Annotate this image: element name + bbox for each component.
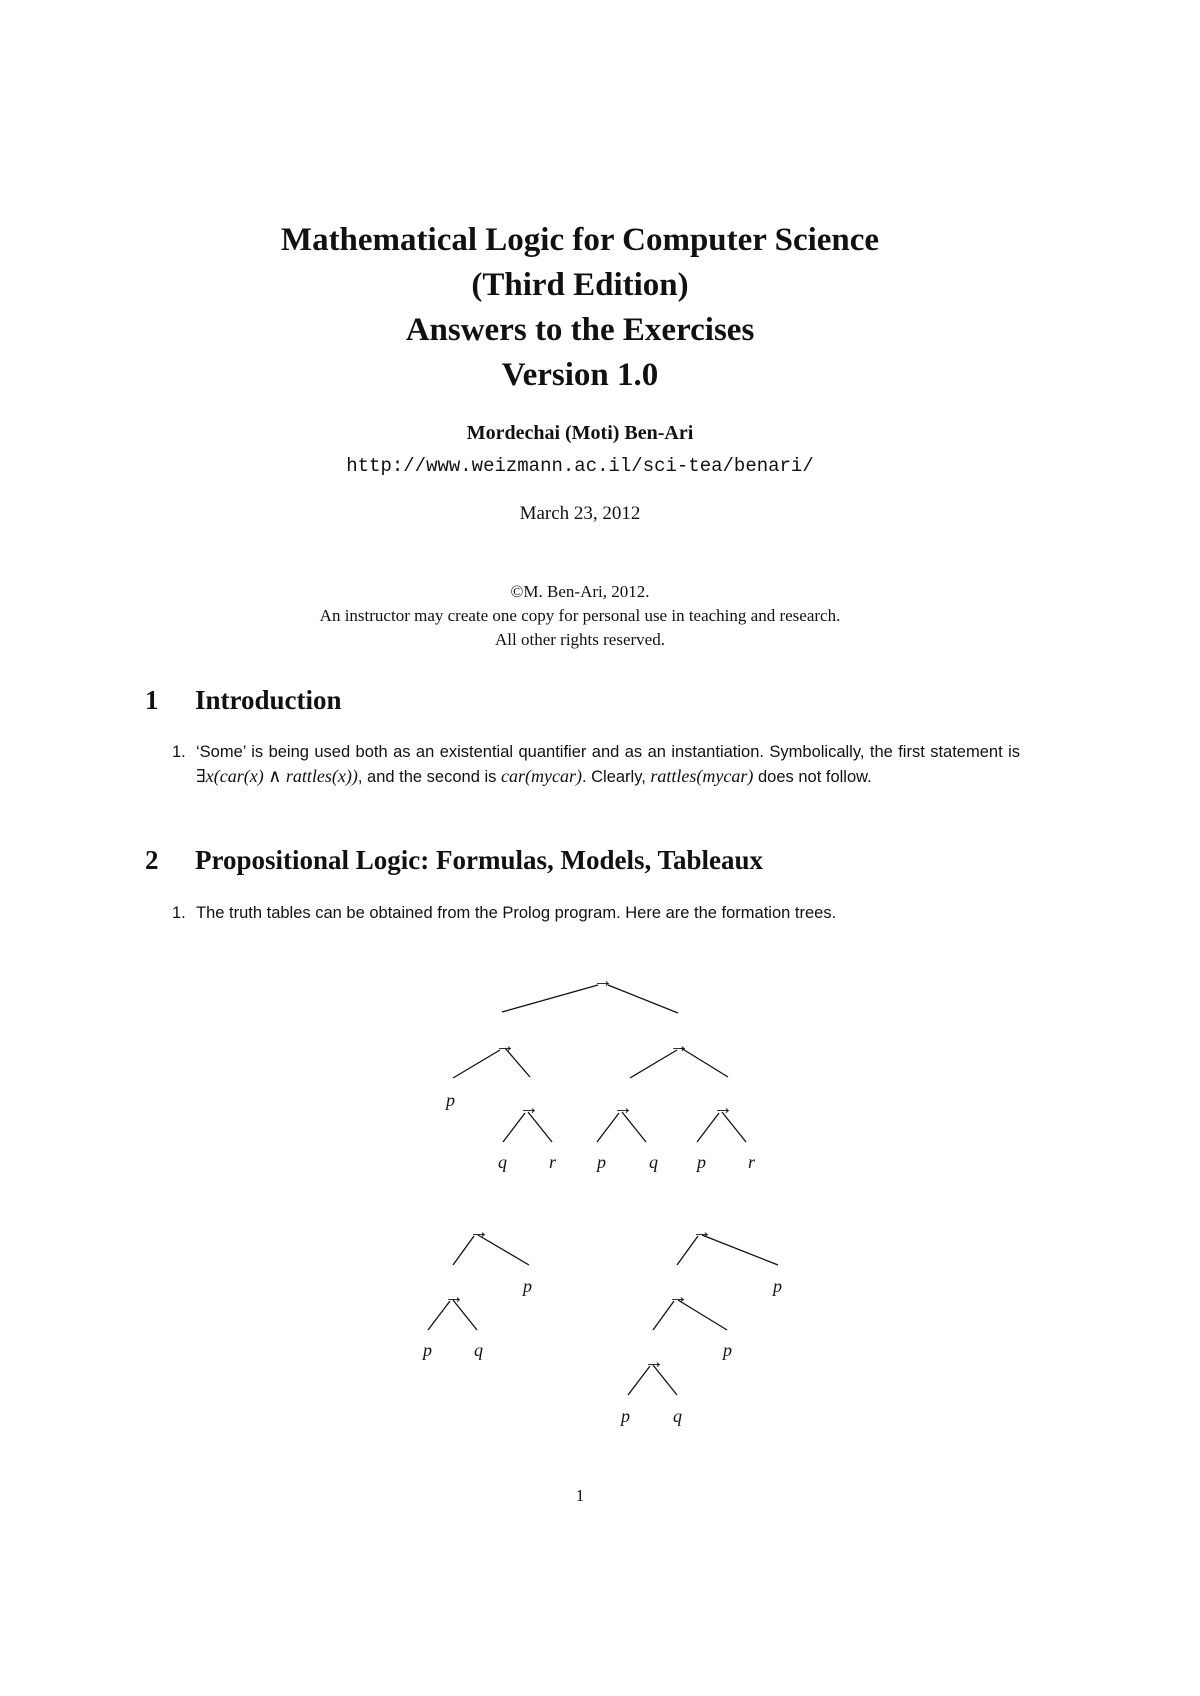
tree-leaf: p: [523, 1276, 532, 1296]
text-run: . Clearly,: [581, 768, 651, 786]
list-item-label: 1.: [172, 743, 186, 761]
tree-leaf: p: [621, 1406, 630, 1426]
tree-leaf: p: [446, 1090, 455, 1110]
tree-leaf: q: [474, 1340, 483, 1360]
formula-existential: ∃x(car(x) ∧ rattles(x)): [196, 766, 358, 786]
copyright-line-2: An instructor may create one copy for personal use in teaching and research.: [319, 606, 841, 625]
list-item-text: The truth tables can be obtained from the Prolog program. Here are the formation trees.: [196, 904, 837, 922]
formula-car-mycar: car(mycar): [500, 766, 582, 786]
author-name: Mordechai (Moti) Ben-Ari: [466, 422, 694, 444]
arrow-operator: →: [713, 1097, 733, 1119]
text-run: does not follow.: [753, 768, 872, 786]
copyright-line-3: All other rights reserved.: [495, 630, 665, 649]
arrow-operator: →: [444, 1286, 464, 1308]
text-run: ‘Some’ is being used both as an existential quantifier and as an instantiation. Symbolically, the first statement is: [196, 743, 1020, 761]
formation-tree-3: [619, 1221, 782, 1426]
formula-rattles-mycar: rattles(mycar): [650, 766, 754, 786]
arrow-operator: →: [613, 1097, 633, 1119]
tree-leaf: q: [649, 1152, 658, 1172]
arrow-operator: →: [692, 1221, 712, 1243]
tree-edge: [502, 985, 598, 1012]
document-date: March 23, 2012: [519, 503, 641, 524]
arrow-operator: →: [669, 1035, 689, 1057]
arrow-operator: →: [519, 1097, 539, 1119]
formation-tree-2: [421, 1221, 532, 1360]
arrow-operator: →: [469, 1221, 489, 1243]
tree-leaf: p: [773, 1276, 782, 1296]
tree-leaf: r: [748, 1152, 756, 1172]
list-item-label: 1.: [172, 904, 186, 922]
author-url[interactable]: http://www.weizmann.ac.il/sci-tea/benari/: [346, 455, 814, 477]
title-line-4: Version 1.0: [501, 357, 659, 393]
section-number: 2: [145, 845, 159, 875]
section-title: Introduction: [195, 685, 342, 715]
section-number: 1: [145, 685, 159, 715]
title-line-2: (Third Edition): [471, 267, 689, 303]
arrow-operator: →: [644, 1351, 664, 1373]
title-line-1: Mathematical Logic for Computer Science: [280, 222, 880, 258]
tree-leaf: q: [673, 1406, 682, 1426]
arrow-operator: →: [593, 970, 613, 992]
page-number: 1: [575, 1486, 585, 1505]
tree-edge: [702, 1235, 778, 1265]
tree-edge: [608, 985, 678, 1013]
tree-leaf: p: [723, 1340, 732, 1360]
tree-leaf: p: [597, 1152, 606, 1172]
tree-leaf: q: [498, 1152, 507, 1172]
formation-tree-1: [444, 970, 756, 1172]
arrow-operator: →: [495, 1035, 515, 1057]
tree-edge: [453, 1050, 500, 1078]
section-title: Propositional Logic: Formulas, Models, Tableaux: [195, 845, 764, 875]
text-run: , and the second is: [357, 768, 501, 786]
tree-leaf: p: [423, 1340, 432, 1360]
tree-leaf: r: [549, 1152, 557, 1172]
tree-leaf: p: [697, 1152, 706, 1172]
title-line-3: Answers to the Exercises: [405, 312, 755, 348]
arrow-operator: →: [668, 1286, 688, 1308]
copyright-line-1: ©M. Ben-Ari, 2012.: [510, 582, 650, 601]
